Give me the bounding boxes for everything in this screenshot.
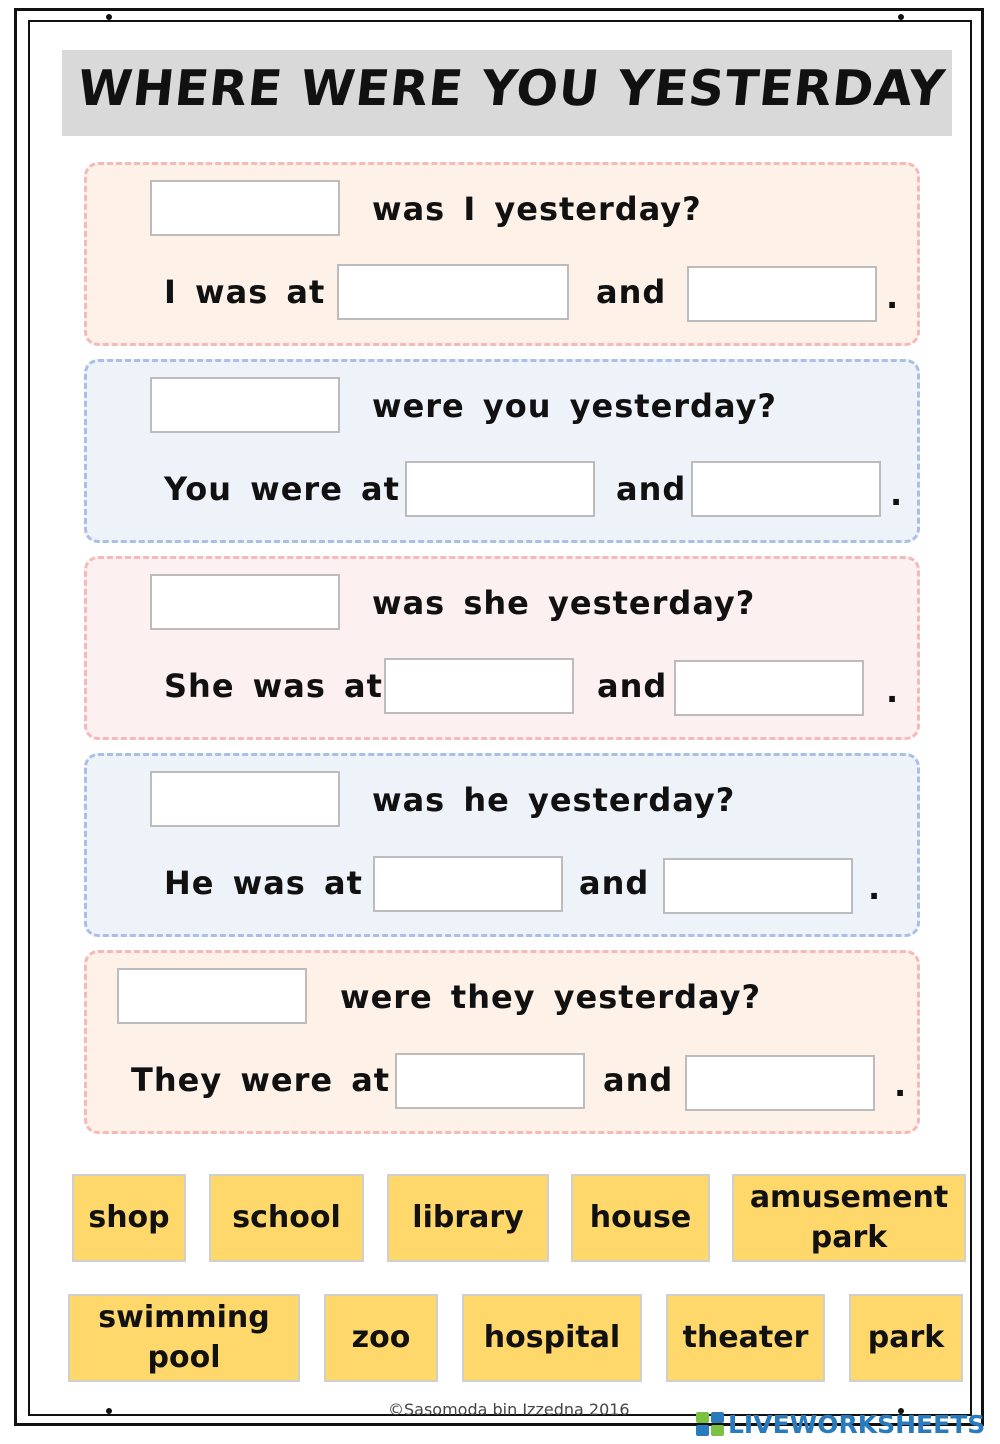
answer-connector-1: and (596, 273, 667, 311)
question-word-blank-1[interactable] (150, 180, 340, 236)
answer-period-2: . (890, 475, 903, 513)
word-chip-house[interactable]: house (571, 1174, 710, 1262)
question-text-5: were they yesterday? (340, 978, 761, 1016)
question-text-3: was she yesterday? (372, 584, 756, 622)
answer-period-1: . (886, 278, 899, 316)
frame-corner-dot (898, 14, 904, 20)
answer-prefix-3: She was at (164, 667, 383, 705)
place-blank-5b[interactable] (685, 1055, 875, 1111)
answer-period-3: . (886, 672, 899, 710)
place-blank-3a[interactable] (384, 658, 574, 714)
word-chip-swimming-pool[interactable]: swimming pool (68, 1294, 300, 1382)
place-blank-3b[interactable] (674, 660, 864, 716)
answer-connector-2: and (616, 470, 687, 508)
place-blank-4a[interactable] (373, 856, 563, 912)
question-word-blank-3[interactable] (150, 574, 340, 630)
word-chip-theater[interactable]: theater (666, 1294, 825, 1382)
place-blank-1b[interactable] (687, 266, 877, 322)
question-word-blank-4[interactable] (150, 771, 340, 827)
question-word-blank-5[interactable] (117, 968, 307, 1024)
answer-period-5: . (894, 1066, 907, 1104)
question-word-blank-2[interactable] (150, 377, 340, 433)
word-chip-amusement-park[interactable]: amusement park (732, 1174, 966, 1262)
place-blank-4b[interactable] (663, 858, 853, 914)
word-chip-shop[interactable]: shop (72, 1174, 186, 1262)
answer-connector-3: and (597, 667, 668, 705)
place-blank-2b[interactable] (691, 461, 881, 517)
word-chip-hospital[interactable]: hospital (462, 1294, 642, 1382)
frame-corner-dot (106, 14, 112, 20)
question-text-1: was I yesterday? (372, 190, 702, 228)
place-blank-1a[interactable] (337, 264, 569, 320)
word-chip-school[interactable]: school (209, 1174, 364, 1262)
question-text-4: was he yesterday? (372, 781, 736, 819)
answer-prefix-4: He was at (164, 864, 363, 902)
word-chip-park[interactable]: park (849, 1294, 963, 1382)
word-chip-library[interactable]: library (387, 1174, 549, 1262)
answer-prefix-5: They were at (131, 1061, 391, 1099)
copyright-text: ©Sasomoda bin Izzedna 2016 (388, 1400, 630, 1419)
page-title: WHERE WERE YOU YESTERDAY (75, 60, 949, 117)
question-text-2: were you yesterday? (372, 387, 777, 425)
answer-connector-4: and (579, 864, 650, 902)
word-chip-zoo[interactable]: zoo (324, 1294, 438, 1382)
answer-period-4: . (868, 869, 881, 907)
grid-logo-icon (696, 1412, 724, 1436)
brand-logo[interactable] (696, 1410, 985, 1438)
place-blank-2a[interactable] (405, 461, 595, 517)
answer-prefix-2: You were at (164, 470, 400, 508)
answer-prefix-1: I was at (164, 273, 326, 311)
place-blank-5a[interactable] (395, 1053, 585, 1109)
frame-corner-dot (106, 1408, 112, 1414)
brand-name: LIVEWORKSHEETS (728, 1409, 986, 1439)
answer-connector-5: and (603, 1061, 674, 1099)
